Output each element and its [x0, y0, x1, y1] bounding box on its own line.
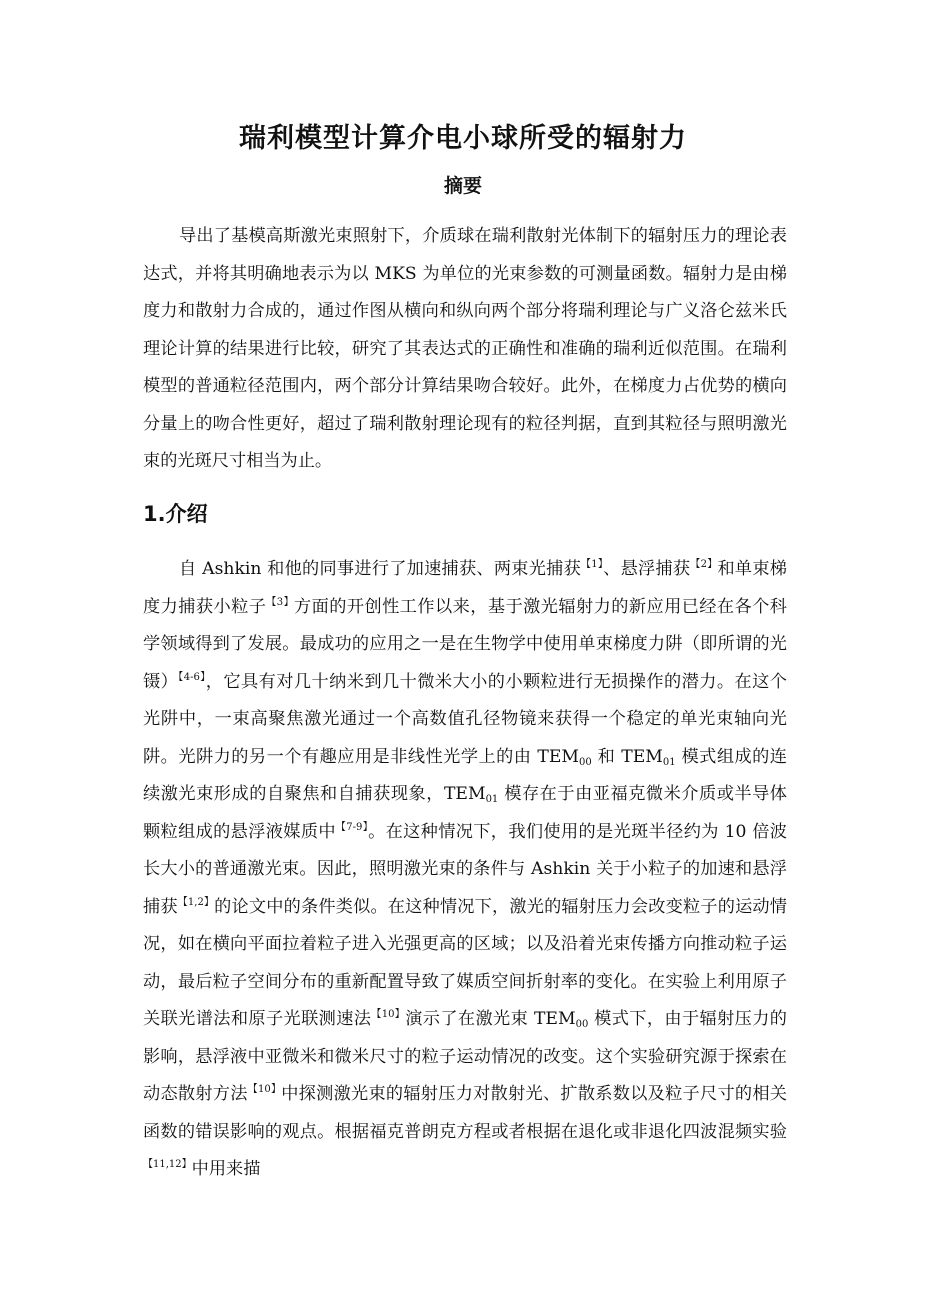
- citation: 【2】: [690, 559, 718, 570]
- paper-title: 瑞利模型计算介电小球所受的辐射力: [239, 123, 687, 154]
- intro-text: 模存在于由亚福克微米介质或半导体颗粒组成的悬浮液媒质中: [143, 784, 787, 842]
- intro-text: 、悬浮捕获: [603, 559, 691, 579]
- intro-text: 模式组成的连续激光束形成的自聚焦和自捕获现象，TEM: [143, 746, 787, 804]
- citation: 【11,12】: [143, 1159, 192, 1170]
- abstract-heading: 摘要: [443, 175, 482, 197]
- mode-subscript: 01: [485, 794, 499, 805]
- abstract-paragraph: 导出了基模高斯激光束照射下，介质球在瑞利散射光体制下的辐射压力的理论表达式，并将其明确地表示为以 MKS 为单位的光束参数的可测量函数。辐射力是由梯度力和散射力合成的，通过作图从横向和纵向两个部分将瑞利理论与广义洛仑兹米氏理论计算的结果进行比较，研究了其表达式的正确性和准确的瑞利近似范围。在瑞利模型的普通粒径范围内，两个部分计算结果吻合较好。此外，在梯度力占优势的横向分量上的吻合性更好，超过了瑞利散射理论现有的粒径判据，直到其粒径与照明激光束的光斑尺寸相当为止。: [143, 226, 787, 471]
- citation: 【3】: [266, 596, 295, 608]
- intro-text: 方面的开创性工作以来，基于激光辐射力的新应用已经在各个科学领域得到了发展。最成功的应用之一是在生物学中使用单束梯度力阱（即所谓的光镊）: [143, 596, 787, 692]
- citation: 【10】: [371, 1009, 406, 1020]
- citation: 【7-9】: [335, 821, 369, 833]
- intro-text: 演示了在激光束 TEM: [405, 1009, 576, 1029]
- intro-text: 自 Ashkin 和他的同事进行了加速捕获、两束光捕获: [179, 559, 582, 579]
- citation: 【1,2】: [177, 896, 215, 908]
- intro-text: 和 TEM: [591, 746, 663, 767]
- mode-subscript: 00: [575, 1019, 589, 1030]
- introduction-paragraph: [143, 551, 787, 1189]
- citation: 【1】: [581, 559, 604, 570]
- intro-text: 和单束梯度力捕获小粒子: [143, 559, 787, 617]
- citation: 【10】: [247, 1084, 282, 1095]
- mode-subscript: 00: [578, 756, 592, 768]
- intro-text: 中用来描: [191, 1159, 261, 1179]
- section-heading-introduction: 1.介绍: [143, 502, 208, 526]
- intro-text: 模式下，由于辐射压力的影响，悬浮液中亚微米和微米尺寸的粒子运动情况的改变。这个实验研究源于探索在动态散射方法: [143, 1009, 787, 1104]
- intro-text: 。在这种情况下，我们使用的是光斑半径约为 10 倍波长大小的普通激光束。因此，照明激光束的条件与 Ashkin 关于小粒子的加速和悬浮捕获: [143, 821, 787, 917]
- intro-text: 中探测激光束的辐射压力对散射光、扩散系数以及粒子尺寸的相关函数的错误影响的观点。根据福克普朗克方程或者根据在退化或非退化四波混频实验: [143, 1084, 787, 1142]
- intro-text: ，它具有对几十纳米到几十微米大小的小颗粒进行无损操作的潜力。在这个光阱中，一束高聚焦激光通过一个高数值孔径物镜来获得一个稳定的单光束轴向光阱。光阱力的另一个有趣应用是非线性光学上的由 TEM: [143, 671, 787, 767]
- mode-subscript: 01: [662, 756, 676, 768]
- intro-text: 的论文中的条件类似。在这种情况下，激光的辐射压力会改变粒子的运动情况，如在横向平面拉着粒子进入光强更高的区域；以及沿着光束传播方向推动粒子运动，最后粒子空间分布的重新配置导致了媒质空间折射率的变化。在实验上利用原子关联光谱法和原子光联测速法: [143, 896, 787, 1029]
- citation: 【4-6】: [178, 671, 206, 683]
